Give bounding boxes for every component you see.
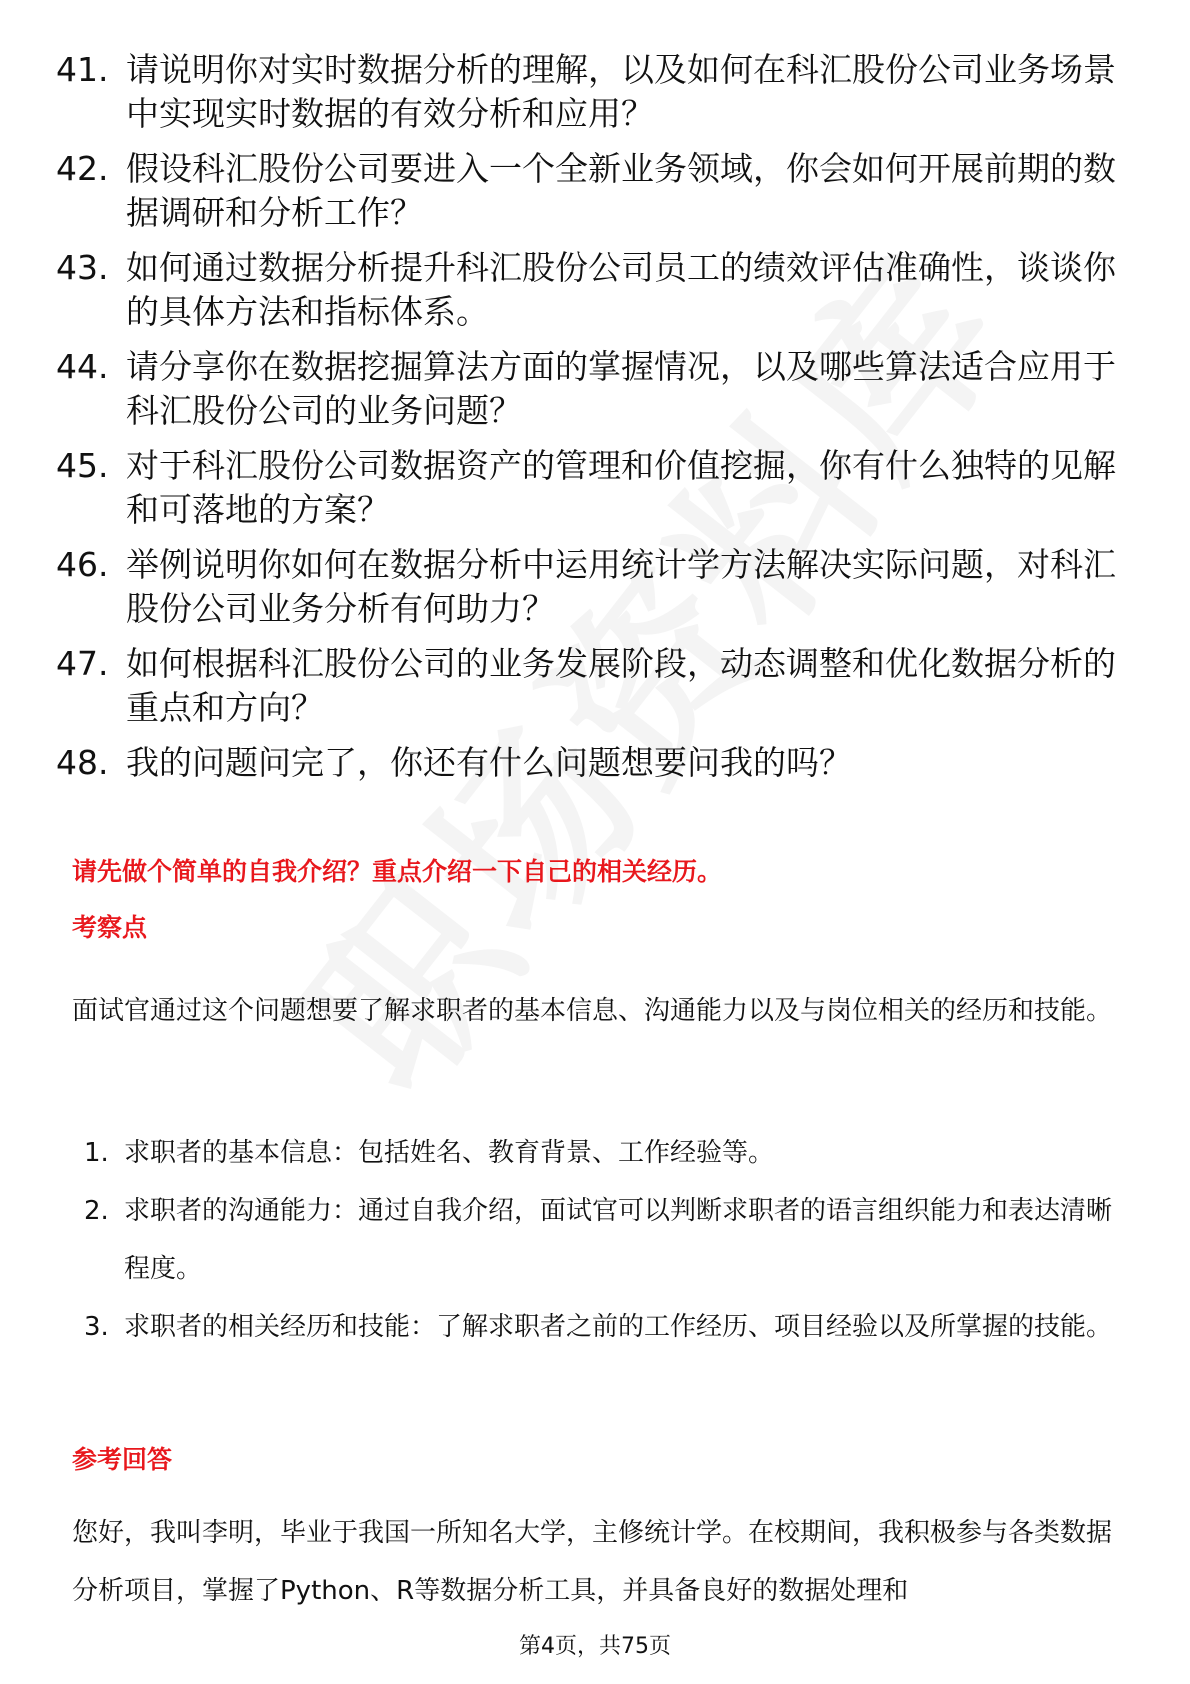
page-footer: 第4页，共75页 [519, 1634, 671, 1659]
list-item-text: 求职者的基本信息：包括姓名、教育背景、工作经验等。 [124, 1138, 775, 1168]
question-item [56, 543, 1136, 631]
list-item-number: 2. [84, 1196, 109, 1226]
question-number: 45. [56, 446, 109, 485]
question-item [56, 147, 1136, 235]
list-item-text: 求职者的沟通能力：通过自我介绍，面试官可以判断求职者的语言组织能力和表达清晰程度。 [124, 1196, 1113, 1284]
section-heading: 请先做个简单的自我介绍？重点介绍一下自己的相关经历。 [72, 857, 723, 886]
question-item [56, 741, 1136, 785]
answer-text: 您好，我叫李明，毕业于我国一所知名大学，主修统计学。在校期间，我积极参与各类数据分析项目，掌握了Python、R等数据分析工具，并具备良好的数据处理和 [72, 1518, 1113, 1606]
list-item-number: 3. [84, 1312, 109, 1342]
question-item [56, 246, 1136, 334]
answer-label: 参考回答 [72, 1445, 173, 1474]
list-item [84, 1124, 1124, 1182]
question-list [56, 48, 1136, 796]
question-text: 我的问题问完了，你还有什么问题想要问我的吗？ [126, 743, 852, 782]
focus-points-list [84, 1124, 1124, 1356]
question-text: 请说明你对实时数据分析的理解，以及如何在科汇股份公司业务场景中实现实时数据的有效分析和应用？ [126, 50, 1116, 133]
question-item [56, 48, 1136, 136]
question-text: 请分享你在数据挖掘算法方面的掌握情况，以及哪些算法适合应用于科汇股份公司的业务问题？ [126, 347, 1116, 430]
list-item-text: 求职者的相关经历和技能：了解求职者之前的工作经历、项目经验以及所掌握的技能。 [124, 1312, 1113, 1342]
question-text: 如何根据科汇股份公司的业务发展阶段，动态调整和优化数据分析的重点和方向？ [126, 644, 1116, 727]
question-item [56, 345, 1136, 433]
list-item [84, 1182, 1124, 1298]
question-text: 如何通过数据分析提升科汇股份公司员工的绩效评估准确性，谈谈你的具体方法和指标体系。 [126, 248, 1116, 331]
question-item [56, 444, 1136, 532]
focus-intro: 面试官通过这个问题想要了解求职者的基本信息、沟通能力以及与岗位相关的经历和技能。 [72, 996, 1113, 1026]
question-text: 对于科汇股份公司数据资产的管理和价值挖掘，你有什么独特的见解和可落地的方案？ [126, 446, 1116, 529]
question-item [56, 642, 1136, 730]
focus-label: 考察点 [72, 913, 148, 942]
question-text: 假设科汇股份公司要进入一个全新业务领域，你会如何开展前期的数据调研和分析工作？ [126, 149, 1116, 232]
question-number: 41. [56, 50, 109, 89]
question-number: 43. [56, 248, 109, 287]
question-number: 47. [56, 644, 109, 683]
question-number: 42. [56, 149, 109, 188]
question-number: 46. [56, 545, 109, 584]
list-item-number: 1. [84, 1138, 109, 1168]
question-number: 44. [56, 347, 109, 386]
question-number: 48. [56, 743, 109, 782]
question-text: 举例说明你如何在数据分析中运用统计学方法解决实际问题，对科汇股份公司业务分析有何助力？ [126, 545, 1116, 628]
list-item [84, 1298, 1124, 1356]
